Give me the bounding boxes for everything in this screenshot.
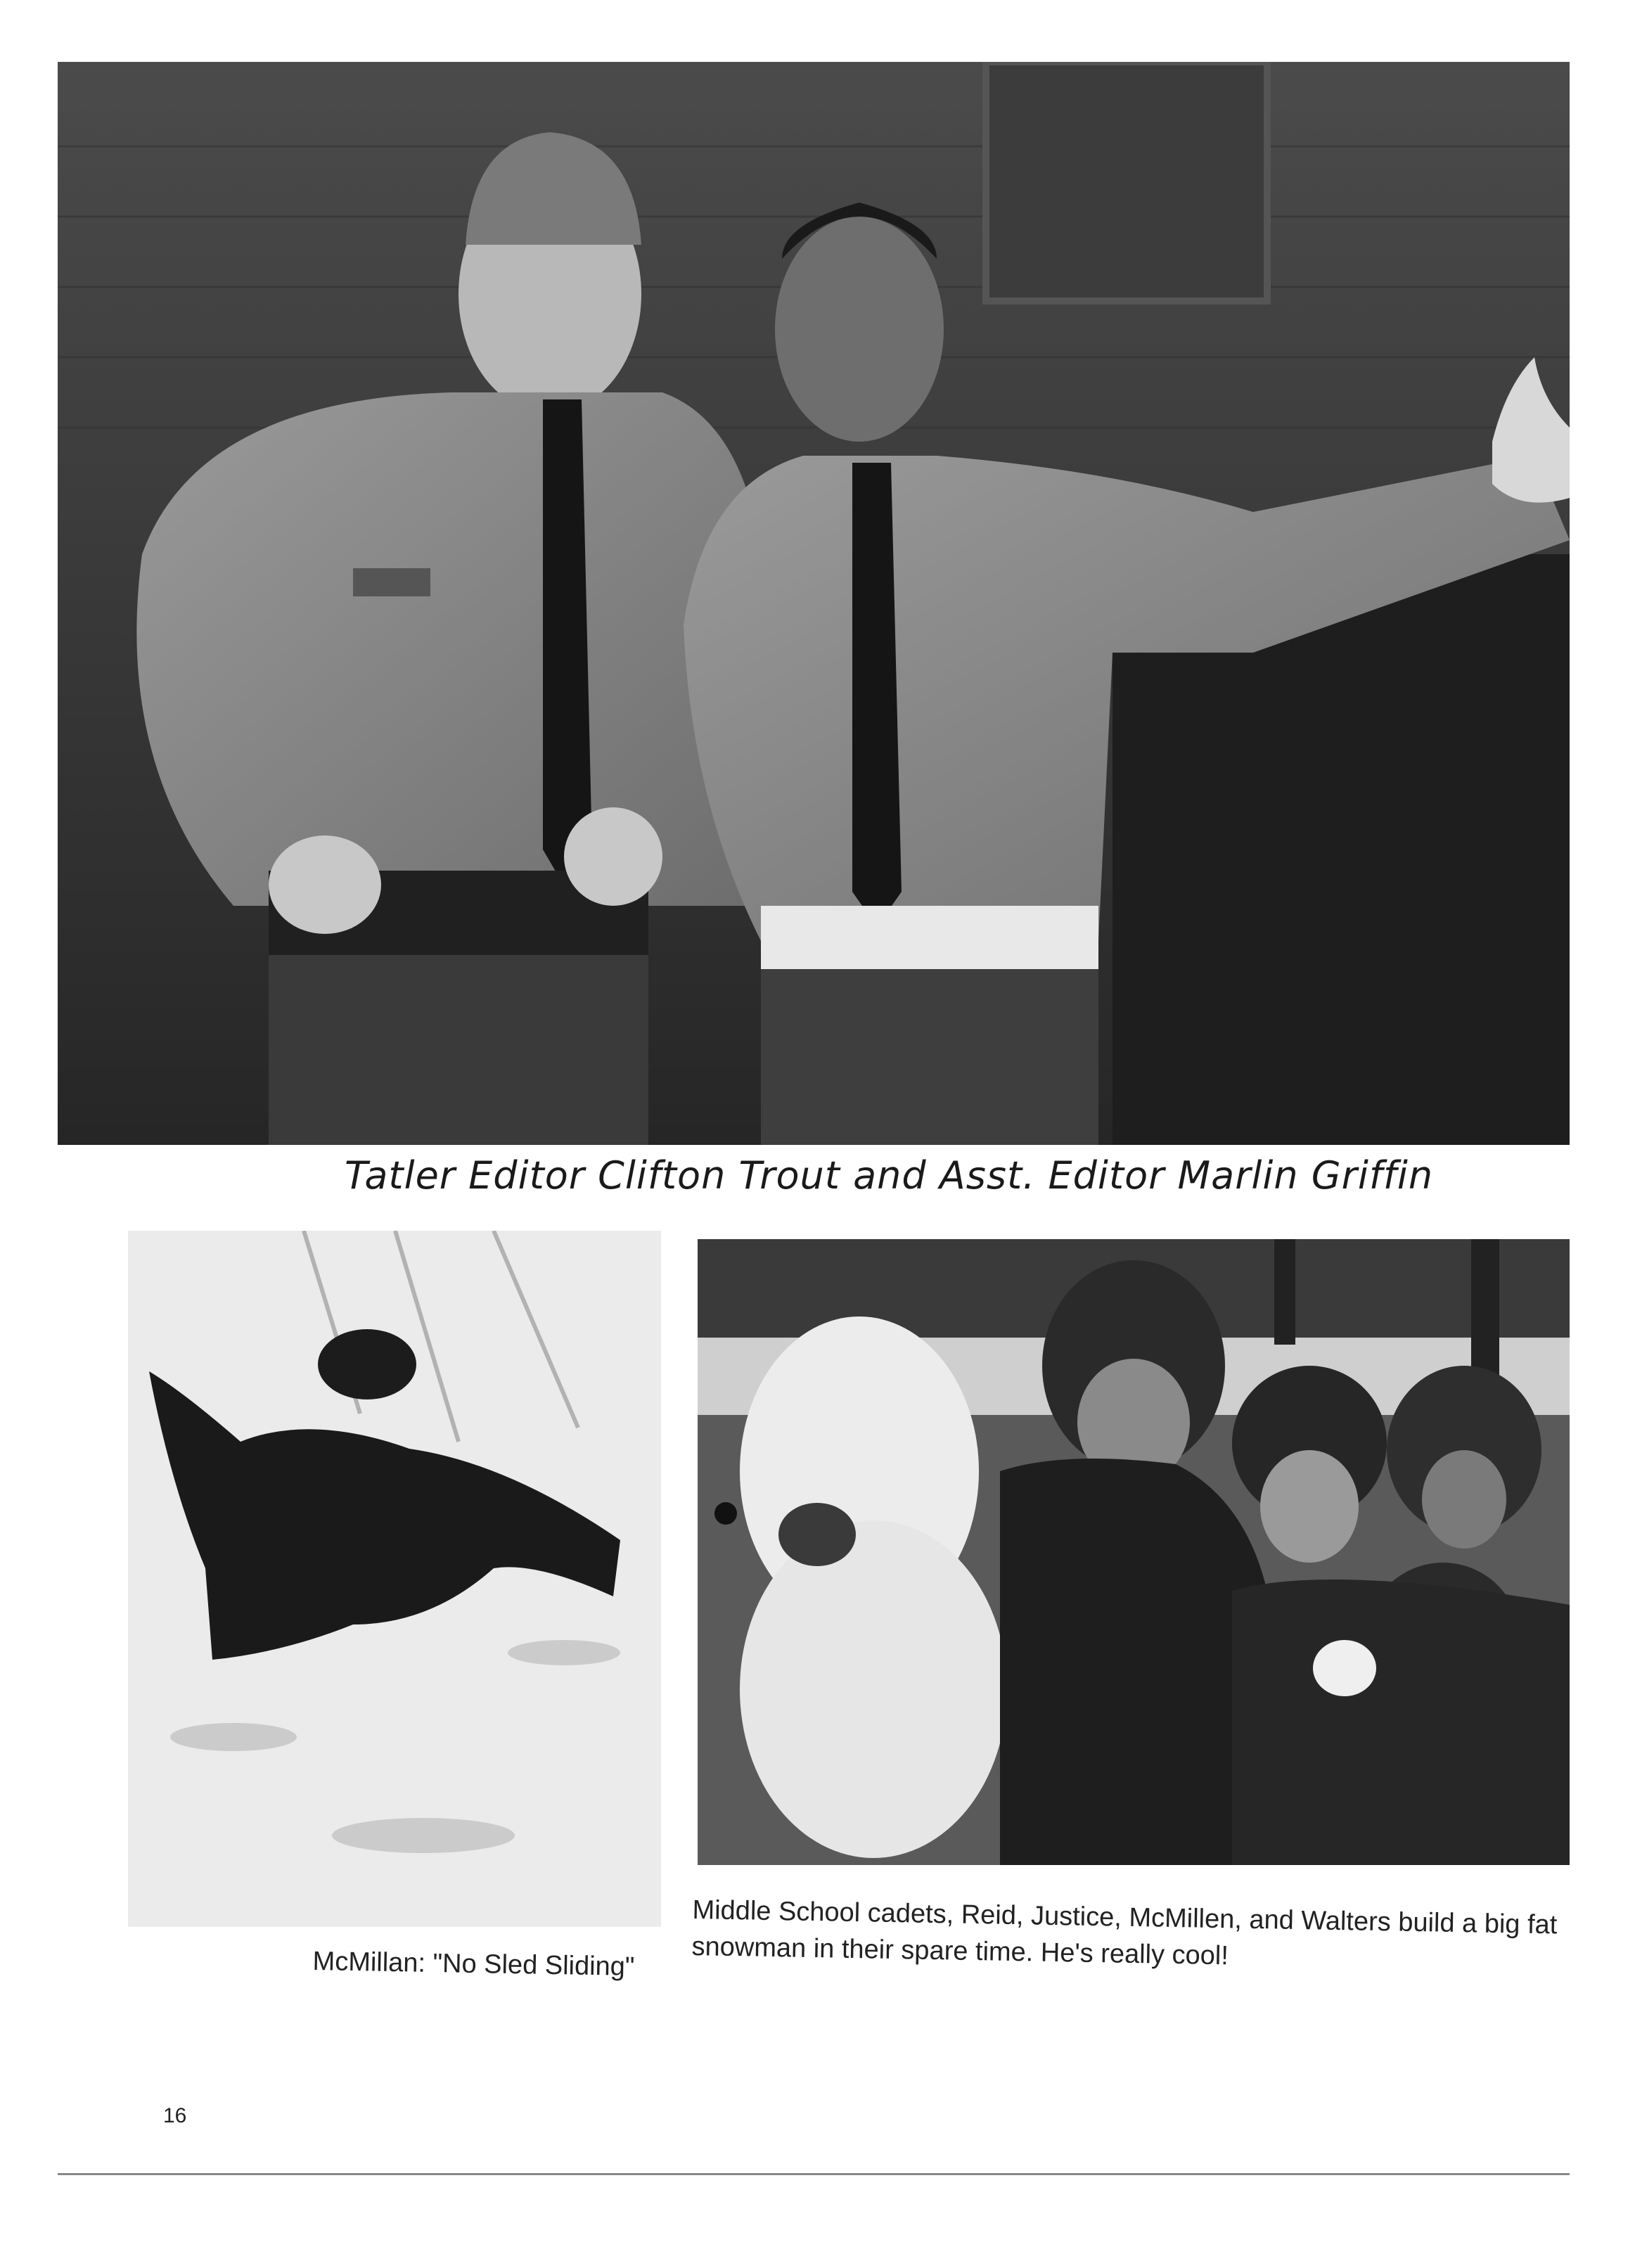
main-photo-caption: Tatler Editor Clifton Trout and Asst. Editor Marlin Griffin: [345, 1153, 1434, 1198]
page-margin-left: [0, 0, 56, 2268]
snow-slide-caption: McMillan: "No Sled Sliding": [312, 1947, 635, 1982]
snowman-group-photo: [698, 1239, 1570, 1865]
cadet-in-snow-photo: [128, 1231, 661, 1927]
page-number: 16: [163, 2104, 187, 2127]
page-margin-right: [1572, 0, 1635, 2268]
two-cadets-photo: [58, 62, 1570, 1145]
page-bottom-rule: [58, 2173, 1570, 2175]
snowman-caption: Middle School cadets, Reid, Justice, McMillen, and Walters build a big fat snowman in their spare time. He's really cool!: [691, 1895, 1558, 1971]
